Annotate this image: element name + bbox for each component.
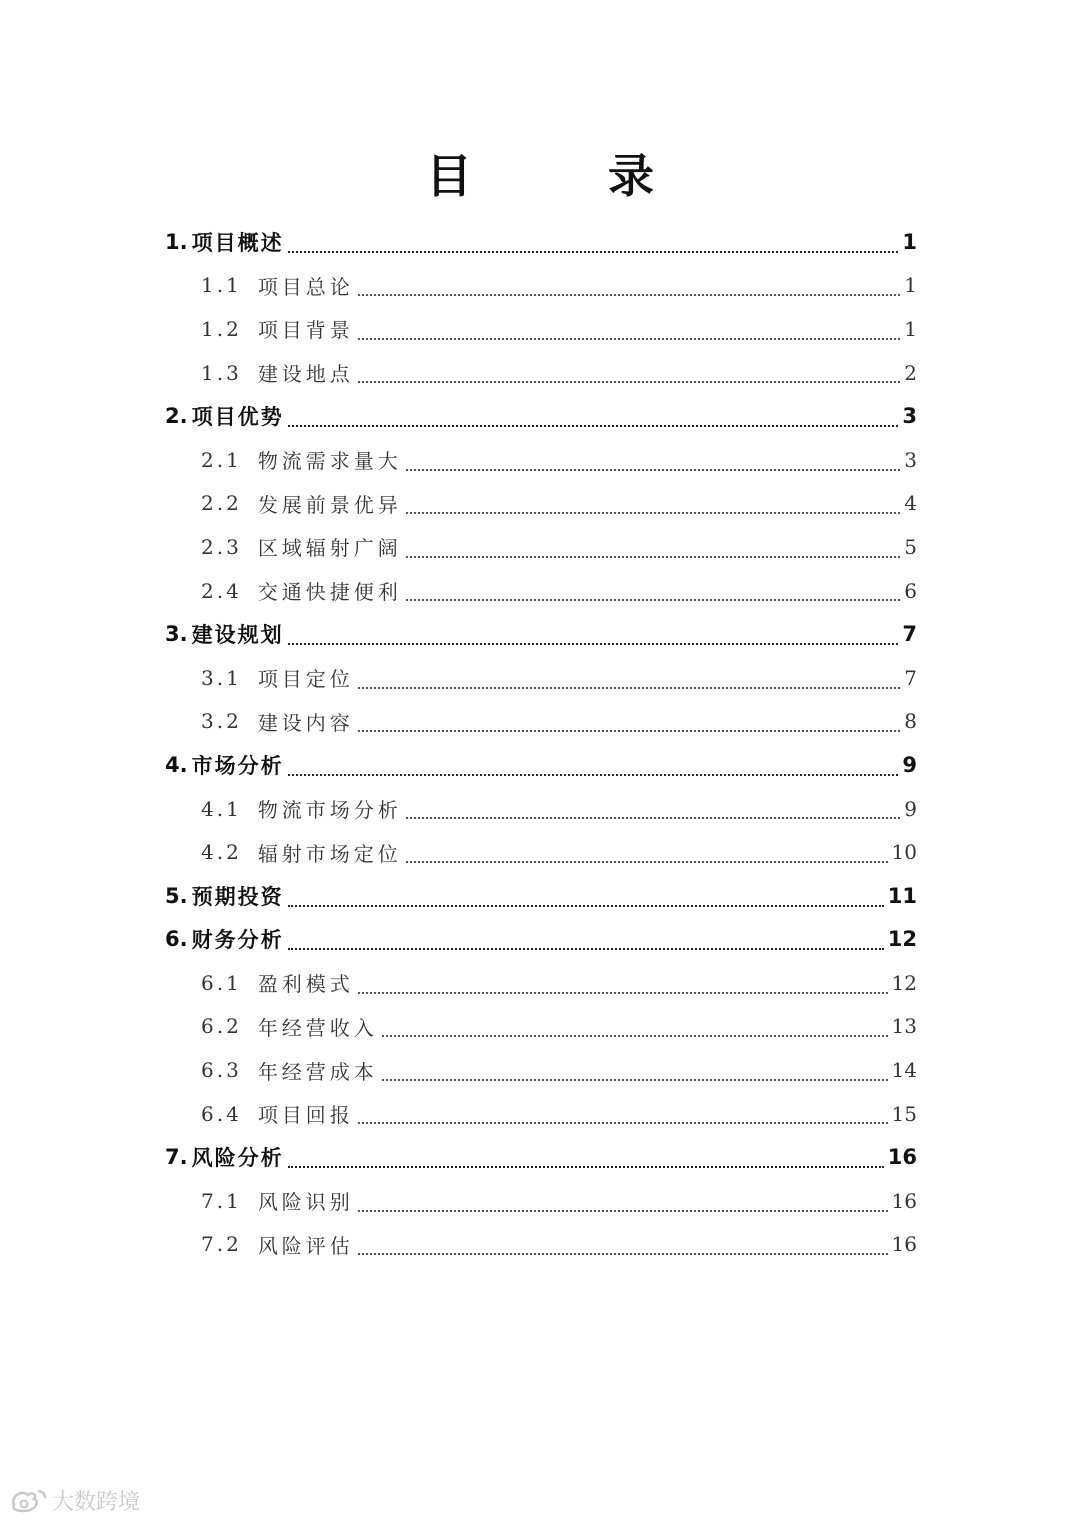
toc-entry-title: 建设内容 bbox=[257, 710, 354, 735]
toc-page-number: 9 bbox=[904, 796, 917, 821]
toc-page-number: 13 bbox=[891, 1014, 917, 1039]
toc-page-number: 15 bbox=[891, 1101, 917, 1126]
toc-page-number: 16 bbox=[891, 1232, 917, 1257]
toc-entry-number: 4.1 bbox=[201, 796, 242, 821]
toc-entry-title: 发展前景优异 bbox=[257, 492, 402, 517]
toc-entry-number: 1.2 bbox=[201, 316, 242, 341]
toc-subsection-row[interactable] bbox=[165, 700, 917, 744]
toc-entry-number: 2.1 bbox=[201, 447, 242, 472]
toc-entry-number: 4. bbox=[165, 752, 188, 777]
toc-entry-number: 7. bbox=[165, 1145, 188, 1170]
toc-page-number: 8 bbox=[904, 709, 917, 734]
dot-leader bbox=[406, 556, 900, 558]
toc-page-number: 3 bbox=[902, 404, 917, 429]
dot-leader bbox=[288, 643, 899, 645]
toc-entry-number: 7.2 bbox=[201, 1232, 242, 1257]
toc-entry-title: 财务分析 bbox=[191, 928, 284, 953]
dot-leader bbox=[288, 948, 884, 950]
dot-leader bbox=[288, 1166, 884, 1168]
dot-leader bbox=[406, 469, 900, 471]
dot-leader bbox=[288, 905, 884, 907]
toc-page-number: 2 bbox=[904, 360, 917, 385]
toc-entry-title: 风险分析 bbox=[191, 1146, 284, 1171]
toc-entry-number: 6. bbox=[165, 927, 188, 952]
toc-entry-title: 年经营收入 bbox=[257, 1015, 378, 1040]
toc-entry-title: 市场分析 bbox=[191, 753, 284, 778]
dot-leader bbox=[406, 512, 900, 514]
dot-leader bbox=[358, 1210, 888, 1212]
dot-leader bbox=[288, 251, 899, 253]
toc-subsection-row[interactable] bbox=[165, 482, 917, 526]
toc-entry-title: 项目总论 bbox=[257, 274, 354, 299]
toc-subsection-row[interactable] bbox=[165, 656, 917, 700]
toc-subsection-row[interactable] bbox=[165, 1223, 917, 1267]
toc-page-number: 10 bbox=[891, 840, 917, 865]
dot-leader bbox=[358, 1253, 888, 1255]
toc-page-number: 9 bbox=[902, 752, 917, 777]
toc-section-row[interactable] bbox=[165, 918, 917, 962]
toc-entry-title: 辐射市场定位 bbox=[257, 841, 402, 866]
toc-entry-number: 1. bbox=[165, 229, 188, 254]
toc-entry-title: 区域辐射广阔 bbox=[257, 536, 402, 561]
toc-entry-number: 2.4 bbox=[201, 578, 242, 603]
toc-entry-title: 项目优势 bbox=[191, 405, 284, 430]
toc-entry-number: 6.2 bbox=[201, 1014, 242, 1039]
toc-subsection-row[interactable] bbox=[165, 1048, 917, 1092]
dot-leader bbox=[358, 338, 900, 340]
watermark bbox=[8, 1485, 140, 1516]
toc-subsection-row[interactable] bbox=[165, 830, 917, 874]
dot-leader bbox=[288, 774, 899, 776]
toc-page-number: 7 bbox=[904, 665, 917, 690]
toc-page-number: 14 bbox=[891, 1058, 917, 1083]
toc-entry-number: 3.1 bbox=[201, 665, 242, 690]
toc-page-number: 16 bbox=[887, 1145, 917, 1170]
toc-page-number: 1 bbox=[904, 273, 917, 298]
toc-subsection-row[interactable] bbox=[165, 961, 917, 1005]
toc-subsection-row[interactable] bbox=[165, 525, 917, 569]
toc-subsection-row[interactable] bbox=[165, 1005, 917, 1049]
toc-entry-number: 6.4 bbox=[201, 1101, 242, 1126]
toc-entry-title: 物流市场分析 bbox=[257, 798, 402, 823]
weibo-logo-icon bbox=[8, 1487, 48, 1515]
toc-section-row[interactable] bbox=[165, 220, 917, 264]
toc-entry-number: 4.2 bbox=[201, 840, 242, 865]
toc-section-row[interactable] bbox=[165, 743, 917, 787]
toc-section-row[interactable] bbox=[165, 394, 917, 438]
page-title: 目 录 bbox=[425, 149, 714, 203]
dot-leader bbox=[288, 425, 899, 427]
toc-entry-title: 项目定位 bbox=[257, 667, 354, 692]
dot-leader bbox=[358, 687, 900, 689]
toc-page-number: 6 bbox=[904, 578, 917, 603]
toc-subsection-row[interactable] bbox=[165, 1092, 917, 1136]
toc-entry-title: 物流需求量大 bbox=[257, 449, 402, 474]
toc-entry-number: 6.1 bbox=[201, 970, 242, 995]
toc-subsection-row[interactable] bbox=[165, 569, 917, 613]
toc-entry-number: 5. bbox=[165, 883, 188, 908]
toc-section-row[interactable] bbox=[165, 612, 917, 656]
toc-entry-title: 项目概述 bbox=[191, 230, 284, 255]
toc-entry-title: 建设规划 bbox=[191, 623, 284, 648]
toc-section-row[interactable] bbox=[165, 874, 917, 918]
dot-leader bbox=[406, 817, 900, 819]
table-of-contents bbox=[165, 220, 917, 1266]
toc-page-number: 1 bbox=[902, 229, 917, 254]
dot-leader bbox=[358, 992, 888, 994]
toc-page-number: 1 bbox=[904, 316, 917, 341]
toc-page-number: 12 bbox=[891, 970, 917, 995]
dot-leader bbox=[382, 1035, 888, 1037]
toc-entry-number: 2.3 bbox=[201, 534, 242, 559]
toc-entry-title: 项目背景 bbox=[257, 318, 354, 343]
toc-entry-number: 1.3 bbox=[201, 360, 242, 385]
toc-entry-number: 2.2 bbox=[201, 491, 242, 516]
toc-page-number: 16 bbox=[891, 1188, 917, 1213]
dot-leader bbox=[406, 599, 900, 601]
dot-leader bbox=[406, 861, 888, 863]
toc-subsection-row[interactable] bbox=[165, 307, 917, 351]
toc-entry-title: 年经营成本 bbox=[257, 1059, 378, 1084]
dot-leader bbox=[358, 1122, 888, 1124]
toc-subsection-row[interactable] bbox=[165, 787, 917, 831]
toc-page-number: 3 bbox=[904, 447, 917, 472]
dot-leader bbox=[358, 381, 900, 383]
toc-subsection-row[interactable] bbox=[165, 264, 917, 308]
toc-page-number: 5 bbox=[904, 534, 917, 559]
dot-leader bbox=[358, 730, 900, 732]
toc-page-number: 12 bbox=[887, 927, 917, 952]
toc-page-number: 7 bbox=[902, 622, 917, 647]
toc-entry-title: 预期投资 bbox=[191, 884, 284, 909]
toc-entry-number: 3.2 bbox=[201, 709, 242, 734]
toc-entry-title: 建设地点 bbox=[257, 362, 354, 387]
toc-page-number: 4 bbox=[904, 491, 917, 516]
toc-entry-number: 2. bbox=[165, 404, 188, 429]
dot-leader bbox=[382, 1079, 888, 1081]
toc-page-number: 11 bbox=[887, 883, 917, 908]
toc-entry-number: 1.1 bbox=[201, 273, 242, 298]
toc-entry-title: 盈利模式 bbox=[257, 972, 354, 997]
toc-subsection-row[interactable] bbox=[165, 351, 917, 395]
toc-section-row[interactable] bbox=[165, 1135, 917, 1179]
toc-entry-number: 6.3 bbox=[201, 1058, 242, 1083]
toc-entry-title: 风险评估 bbox=[257, 1233, 354, 1258]
toc-entry-title: 交通快捷便利 bbox=[257, 580, 402, 605]
watermark-text: 大数跨境 bbox=[52, 1490, 141, 1515]
toc-entry-number: 3. bbox=[165, 622, 188, 647]
toc-entry-title: 项目回报 bbox=[257, 1103, 354, 1128]
toc-subsection-row[interactable] bbox=[165, 1179, 917, 1223]
toc-entry-number: 7.1 bbox=[201, 1188, 242, 1213]
toc-entry-title: 风险识别 bbox=[257, 1190, 354, 1215]
toc-subsection-row[interactable] bbox=[165, 438, 917, 482]
dot-leader bbox=[358, 294, 900, 296]
